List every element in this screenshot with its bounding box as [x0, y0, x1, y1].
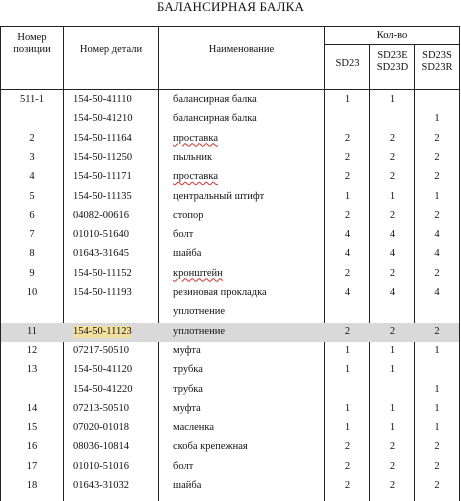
row-qty-sd23e-sd23d: 2: [389, 267, 396, 279]
row-qty-sd23e-sd23d: 1: [389, 422, 396, 434]
table-row[interactable]: [1, 110, 459, 129]
row-part-number: 01643-31032: [73, 480, 129, 491]
row-qty-sd23: 2: [344, 132, 351, 144]
table-row[interactable]: [1, 342, 459, 361]
row-name: муфта: [173, 344, 201, 356]
row-name: балансирная балка: [173, 94, 257, 105]
row-qty-sd23e-sd23d: 1: [389, 402, 396, 414]
row-position: 16: [26, 441, 38, 453]
row-part-number: 154-50-41120: [73, 364, 133, 376]
row-position: 11: [26, 325, 38, 337]
row-part-number: 07213-50510: [73, 402, 129, 414]
row-part-number: 04082-00616: [73, 209, 129, 221]
table-row[interactable]: [1, 361, 459, 380]
row-name: балансирная балка: [173, 113, 257, 125]
row-part-number: 01010-51016: [73, 460, 129, 472]
row-qty-sd23e-sd23d: 2: [389, 209, 396, 221]
page-title: БАЛАНСИРНАЯ БАЛКА: [156, 0, 305, 14]
row-position: 511-1: [19, 94, 45, 105]
row-qty-sd23: 1: [344, 402, 351, 414]
header-model-sd23s-sd23r: SD23S SD23R: [421, 50, 453, 73]
row-qty-sd23: 2: [344, 171, 351, 183]
row-position: 2: [29, 132, 35, 144]
row-qty-sd23s-sd23r: 1: [434, 190, 440, 202]
table-row[interactable]: [1, 149, 459, 168]
table-row[interactable]: [1, 400, 459, 419]
row-qty-sd23s-sd23r: 1: [434, 383, 440, 395]
row-part-number: 154-50-41110: [73, 94, 132, 105]
row-qty-sd23e-sd23d: 4: [389, 229, 396, 241]
row-qty-sd23s-sd23r: 2: [434, 209, 440, 221]
header-quantity: Кол-во: [376, 30, 408, 41]
table-row[interactable]: [1, 323, 459, 342]
row-qty-sd23: 2: [344, 267, 351, 279]
row-qty-sd23e-sd23d: 2: [389, 441, 396, 453]
row-part-number: 01643-31645: [73, 248, 129, 260]
row-part-number: 154-50-41210: [73, 113, 133, 125]
row-part-number: 07217-50510: [73, 344, 129, 356]
row-qty-sd23e-sd23d: 2: [389, 132, 396, 144]
table-row[interactable]: [1, 284, 459, 303]
row-qty-sd23e-sd23d: 2: [389, 151, 396, 163]
row-qty-sd23e-sd23d: 2: [389, 171, 396, 183]
row-position: 14: [26, 402, 38, 414]
row-qty-sd23e-sd23d: 1: [389, 190, 396, 202]
row-name: центральный штифт: [173, 190, 265, 202]
row-name: уплотнение: [173, 306, 225, 318]
row-part-number: 154-50-11152: [73, 267, 132, 279]
row-qty-sd23s-sd23r: 1: [434, 402, 440, 414]
header-part-number: Номер детали: [79, 44, 143, 55]
row-qty-sd23s-sd23r: 4: [434, 229, 440, 241]
row-position: 9: [29, 267, 35, 279]
row-position: 12: [26, 344, 38, 356]
table-row[interactable]: [1, 226, 459, 245]
row-name: муфта: [173, 402, 201, 414]
table-row[interactable]: [1, 381, 459, 400]
table-row[interactable]: [1, 303, 459, 322]
row-qty-sd23e-sd23d: 1: [389, 364, 396, 376]
row-part-number: 154-50-11123: [73, 325, 132, 337]
row-position: 18: [26, 480, 38, 491]
row-qty-sd23: 4: [344, 229, 351, 241]
row-name: уплотнение: [173, 325, 225, 337]
row-position: 8: [29, 248, 35, 260]
row-qty-sd23: 2: [344, 151, 351, 163]
row-position: 13: [26, 364, 38, 376]
table-row[interactable]: [1, 419, 459, 438]
row-qty-sd23e-sd23d: 4: [389, 248, 396, 260]
table-row[interactable]: [1, 438, 459, 457]
row-qty-sd23s-sd23r: 4: [434, 287, 440, 298]
row-name: шайба: [173, 480, 202, 491]
row-qty-sd23: 1: [344, 422, 351, 434]
row-position: 6: [29, 209, 35, 221]
row-name: пыльник: [173, 151, 213, 163]
row-part-number: 01010-51640: [73, 229, 129, 241]
row-part-number: 154-50-11193: [73, 287, 132, 298]
header-model-sd23: SD23: [335, 58, 360, 69]
row-part-number: 07020-01018: [73, 422, 129, 434]
row-name: проставка: [173, 132, 218, 144]
row-qty-sd23e-sd23d: 2: [389, 460, 396, 472]
row-qty-sd23: 1: [344, 344, 351, 356]
row-qty-sd23s-sd23r: 1: [434, 113, 440, 125]
row-qty-sd23: 1: [344, 364, 351, 376]
row-qty-sd23s-sd23r: 2: [434, 441, 440, 453]
header-divider: [325, 44, 459, 45]
row-qty-sd23e-sd23d: 2: [389, 325, 396, 337]
row-qty-sd23s-sd23r: 2: [434, 171, 440, 183]
row-qty-sd23: 2: [344, 460, 351, 472]
row-qty-sd23s-sd23r: 2: [434, 151, 440, 163]
header-position: Номер позиции: [13, 32, 51, 55]
row-qty-sd23s-sd23r: 2: [434, 460, 440, 472]
row-qty-sd23e-sd23d: 2: [389, 480, 396, 491]
table-row[interactable]: [1, 130, 459, 149]
row-name: скоба крепежная: [173, 441, 248, 453]
row-name: стопор: [173, 209, 204, 221]
row-qty-sd23s-sd23r: 2: [434, 325, 440, 337]
row-qty-sd23s-sd23r: 1: [434, 422, 440, 434]
row-position: 17: [26, 460, 38, 472]
row-part-number: 154-50-11171: [73, 171, 132, 183]
table-row[interactable]: [1, 458, 459, 477]
table-row[interactable]: [1, 207, 459, 226]
row-qty-sd23: 2: [344, 480, 351, 491]
row-part-number: 154-50-11135: [73, 190, 132, 202]
row-part-number: 154-50-11164: [73, 132, 132, 144]
row-qty-sd23: 2: [344, 325, 351, 337]
row-part-number: 08036-10814: [73, 441, 129, 453]
row-qty-sd23: 2: [344, 209, 351, 221]
table-row[interactable]: [1, 168, 459, 187]
row-qty-sd23: 2: [344, 441, 351, 453]
row-qty-sd23e-sd23d: 1: [389, 94, 396, 105]
row-position: 5: [29, 190, 35, 202]
row-name: болт: [173, 229, 194, 241]
table-row[interactable]: [1, 245, 459, 264]
row-qty-sd23s-sd23r: 4: [434, 248, 440, 260]
row-part-number: 154-50-41220: [73, 383, 133, 395]
table-row[interactable]: [1, 477, 459, 496]
row-name: проставка: [173, 171, 218, 183]
header-divider: [1, 89, 459, 90]
table-row[interactable]: [1, 91, 459, 110]
row-name: трубка: [173, 383, 203, 395]
row-qty-sd23: 4: [344, 287, 351, 298]
row-qty-sd23e-sd23d: 4: [389, 287, 396, 298]
row-name: кронштейн: [173, 267, 223, 279]
row-qty-sd23s-sd23r: 2: [434, 480, 440, 491]
table-row[interactable]: [1, 188, 459, 207]
row-qty-sd23: 4: [344, 248, 351, 260]
row-part-number: 154-50-11250: [73, 151, 133, 163]
row-position: 3: [29, 151, 35, 163]
row-qty-sd23s-sd23r: 2: [434, 267, 440, 279]
row-qty-sd23e-sd23d: 1: [389, 344, 396, 356]
row-position: 15: [26, 422, 38, 434]
row-position: 7: [29, 229, 35, 241]
table-row[interactable]: [1, 265, 459, 284]
row-qty-sd23: 1: [344, 190, 351, 202]
row-qty-sd23s-sd23r: 1: [434, 344, 440, 356]
row-qty-sd23: 1: [344, 94, 351, 105]
header-model-sd23e-sd23d: SD23E SD23D: [376, 50, 409, 73]
header-name: Наименование: [208, 44, 275, 55]
row-qty-sd23s-sd23r: 2: [434, 132, 440, 144]
row-name: резиновая прокладка: [173, 287, 267, 298]
row-position: 4: [29, 171, 35, 183]
row-position: 10: [26, 287, 38, 298]
row-name: болт: [173, 460, 194, 472]
row-name: шайба: [173, 248, 202, 260]
row-name: трубка: [173, 364, 203, 376]
parts-table: [0, 26, 460, 501]
row-name: масленка: [173, 422, 215, 434]
